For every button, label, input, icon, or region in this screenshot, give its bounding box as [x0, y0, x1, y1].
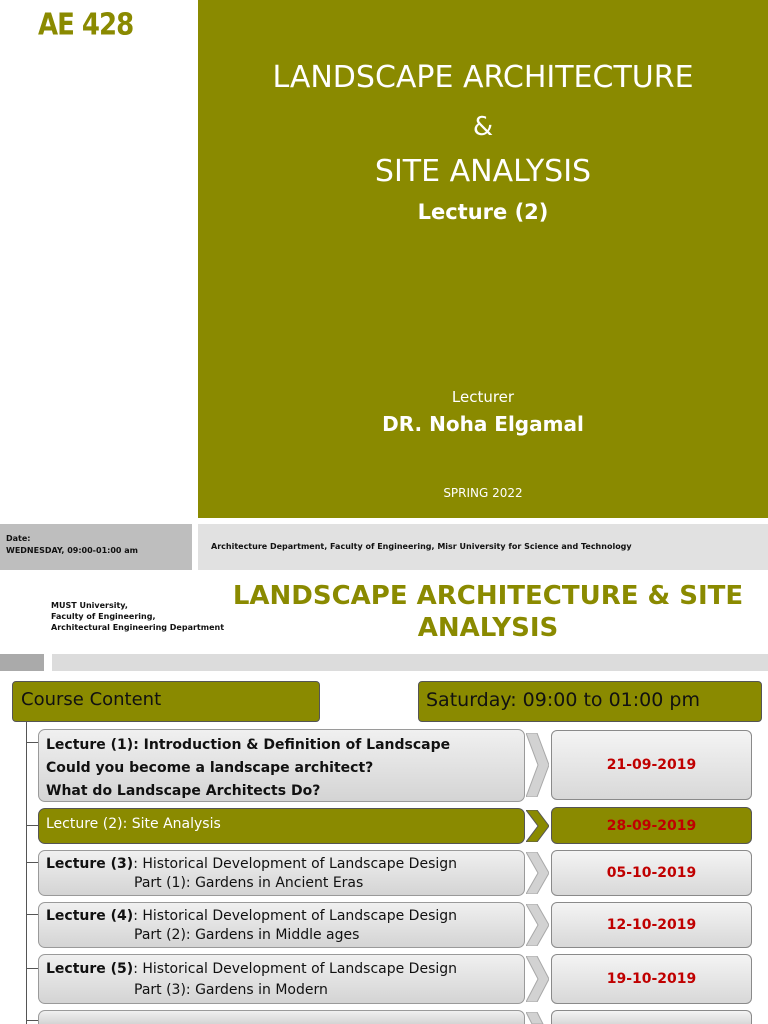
lecturer-label: Lecturer [451, 388, 515, 406]
chevron-right-icon [526, 733, 549, 797]
lecture-row [38, 850, 525, 896]
lecture-title: : Introduction & Definition of Landscape [133, 737, 451, 753]
university-line: Architectural Engineering Department [51, 623, 225, 632]
lecture-subtitle: Part (1): Gardens in Ancient Eras [134, 875, 364, 891]
department-text: Architecture Department, Faculty of Engineering, Misr University for Science and Technology [211, 542, 632, 551]
lecture-date: 19-10-2019 [551, 954, 752, 1004]
lecture-label: Lecture (3) [46, 856, 134, 872]
lecture-title: : Site Analysis [122, 816, 221, 832]
lecture-row-partial [38, 1010, 525, 1024]
lecture-title: : Historical Development of Landscape Design [133, 856, 458, 872]
university-info [51, 600, 224, 633]
university-line: MUST University, [51, 601, 128, 610]
lecture-date: 28-09-2019 [551, 807, 752, 844]
divider-bar-light [52, 654, 768, 671]
lecturer-name: DR. Noha Elgamal [382, 412, 584, 436]
lecture-subtitle: Part (2): Gardens in Middle ages [134, 927, 360, 943]
lecture-number: Lecture (2) [417, 200, 549, 224]
lecture-label: Lecture (1) [46, 737, 134, 753]
tree-tick [26, 825, 38, 826]
title-panel [198, 0, 768, 518]
tree-tick [26, 742, 38, 743]
lecture-label: Lecture (2) [46, 816, 123, 832]
tree-tick [26, 968, 38, 969]
chevron-right-icon [526, 904, 549, 946]
lecture-row [38, 954, 525, 1004]
chevron-right-icon [526, 810, 549, 842]
chevron-right-icon [526, 1012, 549, 1024]
lecture-date: 12-10-2019 [551, 902, 752, 948]
lecture-title: : Historical Development of Landscape Design [133, 908, 458, 924]
lecture-date: 21-09-2019 [551, 730, 752, 800]
lecture-row [38, 729, 525, 802]
lecture-date: 05-10-2019 [551, 850, 752, 896]
tree-tick [26, 914, 38, 915]
schedule-header: Saturday: 09:00 to 01:00 pm [418, 681, 762, 722]
tree-tick [26, 862, 38, 863]
tree-connector [26, 722, 27, 1024]
divider-bar-dark [0, 654, 44, 671]
lecture-title: : Historical Development of Landscape Design [133, 961, 458, 977]
lecture-label: Lecture (4) [46, 908, 134, 924]
course-content-header: Course Content [12, 681, 320, 722]
course-code: AE 428 [38, 8, 134, 43]
date-value: WEDNESDAY, 09:00-01:00 am [6, 546, 138, 555]
chevron-right-icon [526, 956, 549, 1002]
lecture-row [38, 902, 525, 948]
date-label: Date: [6, 534, 31, 543]
slide-title-line-1: LANDSCAPE ARCHITECTURE & SITE [232, 581, 744, 611]
lecture-date-partial [551, 1010, 752, 1024]
lecture-label: Lecture (5) [46, 961, 134, 977]
lecture-row-active [38, 808, 525, 844]
lecture-subtitle: Could you become a landscape architect? [46, 760, 374, 776]
slide-title [218, 580, 758, 644]
chevron-right-icon [526, 852, 549, 894]
slide-title-line-2: ANALYSIS [417, 613, 559, 643]
title-ampersand: & [472, 112, 494, 142]
lecture-subtitle: Part (3): Gardens in Modern [134, 982, 328, 998]
tree-tick [26, 1020, 38, 1021]
title-line-2: SITE ANALYSIS [374, 154, 592, 189]
lecture-subtitle: What do Landscape Architects Do? [46, 783, 321, 799]
university-line: Faculty of Engineering, [51, 612, 156, 621]
department-bar [198, 524, 768, 570]
semester: SPRING 2022 [443, 486, 523, 500]
date-box [0, 524, 192, 570]
title-line-1: LANDSCAPE ARCHITECTURE [272, 60, 694, 95]
